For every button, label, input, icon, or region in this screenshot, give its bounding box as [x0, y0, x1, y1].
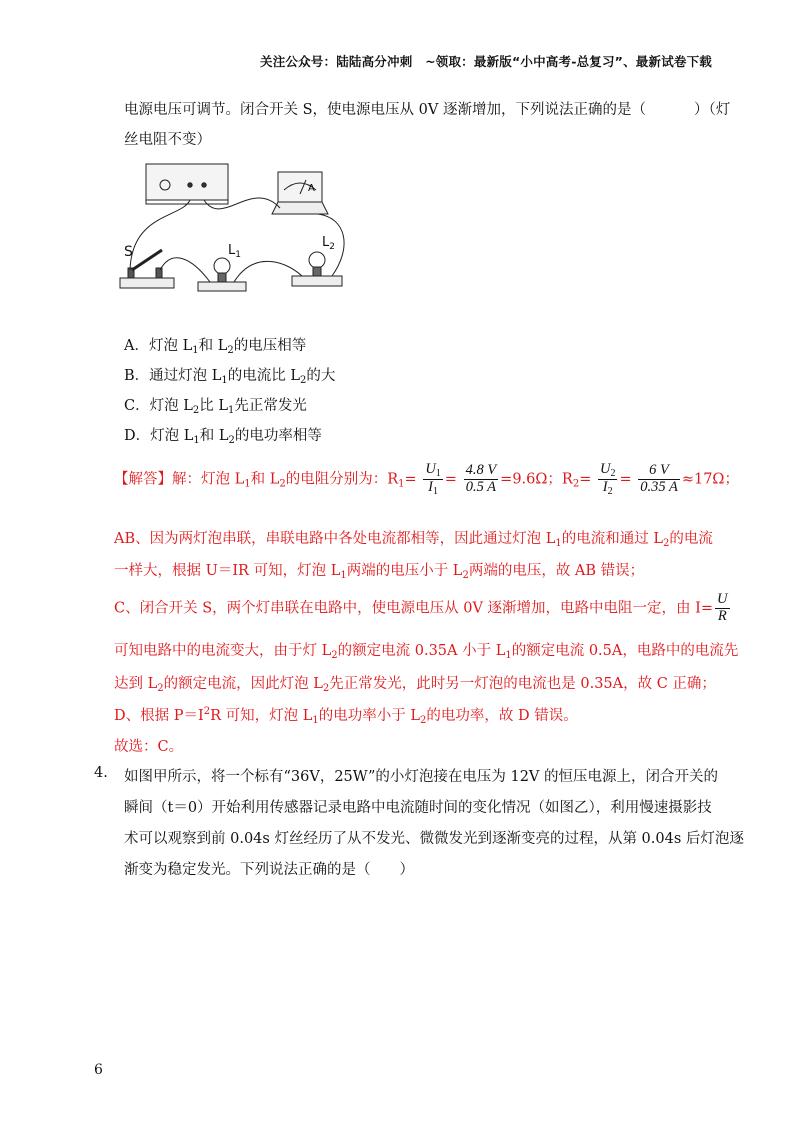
ammeter-label: A — [308, 183, 315, 194]
question-4-line4: 渐变为稳定发光。下列说法正确的是（ ） — [124, 862, 414, 878]
question-4-line1: 如图甲所示，将一个标有“36V，25W”的小灯泡接在电压为 12V 的恒压电源上，闭合开关的 — [124, 769, 719, 785]
fraction-6v-0.35a: $\frac{6 V}{0.35 A}$ — [640, 462, 678, 495]
answer-c-line1: C、闭合开关 S，两个灯串联在电路中，使电源电压从 0V 逐渐增加，电路中电阻一定，由 I= $\frac{U}{R}$ — [114, 591, 728, 624]
question-4-line2: 瞬间（t＝0）开始利用传感器记录电路中电流随时间的变化情况（如图乙），利用慢速摄影技 — [124, 800, 712, 816]
question-4-number: 4. — [94, 765, 108, 781]
answer-choice: 故选：C。 — [114, 739, 184, 755]
switch-label: S — [124, 244, 133, 260]
power-supply — [146, 164, 228, 200]
fraction-u1-i1: $\frac{U_1}{I_1}$ — [425, 461, 441, 497]
answer-c-line3: 达到 $L_2$的额定电流，因此灯泡 $L_2$先正常发光，此时另一灯泡的电流也是 0.35A，故 C 正确； — [114, 676, 716, 694]
switch-base — [120, 278, 174, 288]
page-header: 关注公众号：陆陆高分冲刺 ~领取：最新版“小中高考-总复习”、最新试卷下载 — [260, 54, 712, 69]
answer-c-line2: 可知电路中的电流变大，由于灯 $L_2$的额定电流 0.35A 小于 $L_1$的额定电流 0.5A，电路中的电流先 — [114, 643, 739, 661]
page-number: 6 — [94, 1062, 103, 1078]
option-b[interactable]: B．通过灯泡 $L_1$的电流比 $L_2$的大 — [124, 368, 336, 386]
answer-d-line: D、根据 $P=I^2R$ 可知，灯泡 $L_1$的电功率小于 $L_2$的电功率，故 D 错误。 — [114, 706, 578, 726]
answer-intro: 【解答】解：灯泡 $L_1$和 $L_2$的电阻分别为：$R_1=$ $\frac{U_1}{I_1}$ = $\frac{4.8 V}{0.5 A}$ =9.6Ω；$R_2=$ $\frac{U_2}{I_2}$ = $\frac{6 V}{0.35 A}$ ≈17Ω； — [114, 461, 739, 497]
ammeter — [278, 172, 322, 202]
fraction-4.8v-0.5a: $\frac{4.8 V}{0.5 A}$ — [465, 462, 497, 495]
answer-ab-line2: 一样大，根据 U＝IR 可知，灯泡 $L_1$两端的电压小于 $L_2$两端的电压，故 AB 错误； — [114, 563, 645, 581]
lamp2-label: $L_2$ — [322, 235, 335, 252]
option-d[interactable]: D．灯泡 $L_1$和 $L_2$的电功率相等 — [124, 428, 322, 446]
option-c[interactable]: C．灯泡 $L_2$比 $L_1$先正常发光 — [124, 398, 307, 416]
question-stem-line2: 丝电阻不变） — [124, 132, 211, 148]
option-a[interactable]: A．灯泡 $L_1$和 $L_2$的电压相等 — [124, 338, 307, 356]
answer-ab-line1: AB、因为两灯泡串联，串联电路中各处电流都相等，因此通过灯泡 $L_1$的电流和通过 $L_2$的电流 — [114, 531, 713, 549]
circuit-figure — [112, 158, 362, 298]
fraction-u2-i2: $\frac{U_2}{I_2}$ — [599, 461, 616, 497]
answer-label: 【解答】 — [114, 471, 172, 488]
fraction-u-r: $\frac{U}{R}$ — [717, 591, 728, 624]
lamp1-base — [198, 282, 246, 291]
question-stem-line1: 电源电压可调节。闭合开关 S，使电源电压从 0V 逐渐增加，下列说法正确的是（ ）（灯 — [124, 102, 731, 118]
lamp1-label: $L_1$ — [228, 243, 241, 260]
lamp2-base — [292, 276, 342, 286]
question-4-line3: 术可以观察到前 0.04s 灯丝经历了从不发光、微微发光到逐渐变亮的过程，从第 0.04s 后灯泡逐 — [124, 831, 744, 847]
